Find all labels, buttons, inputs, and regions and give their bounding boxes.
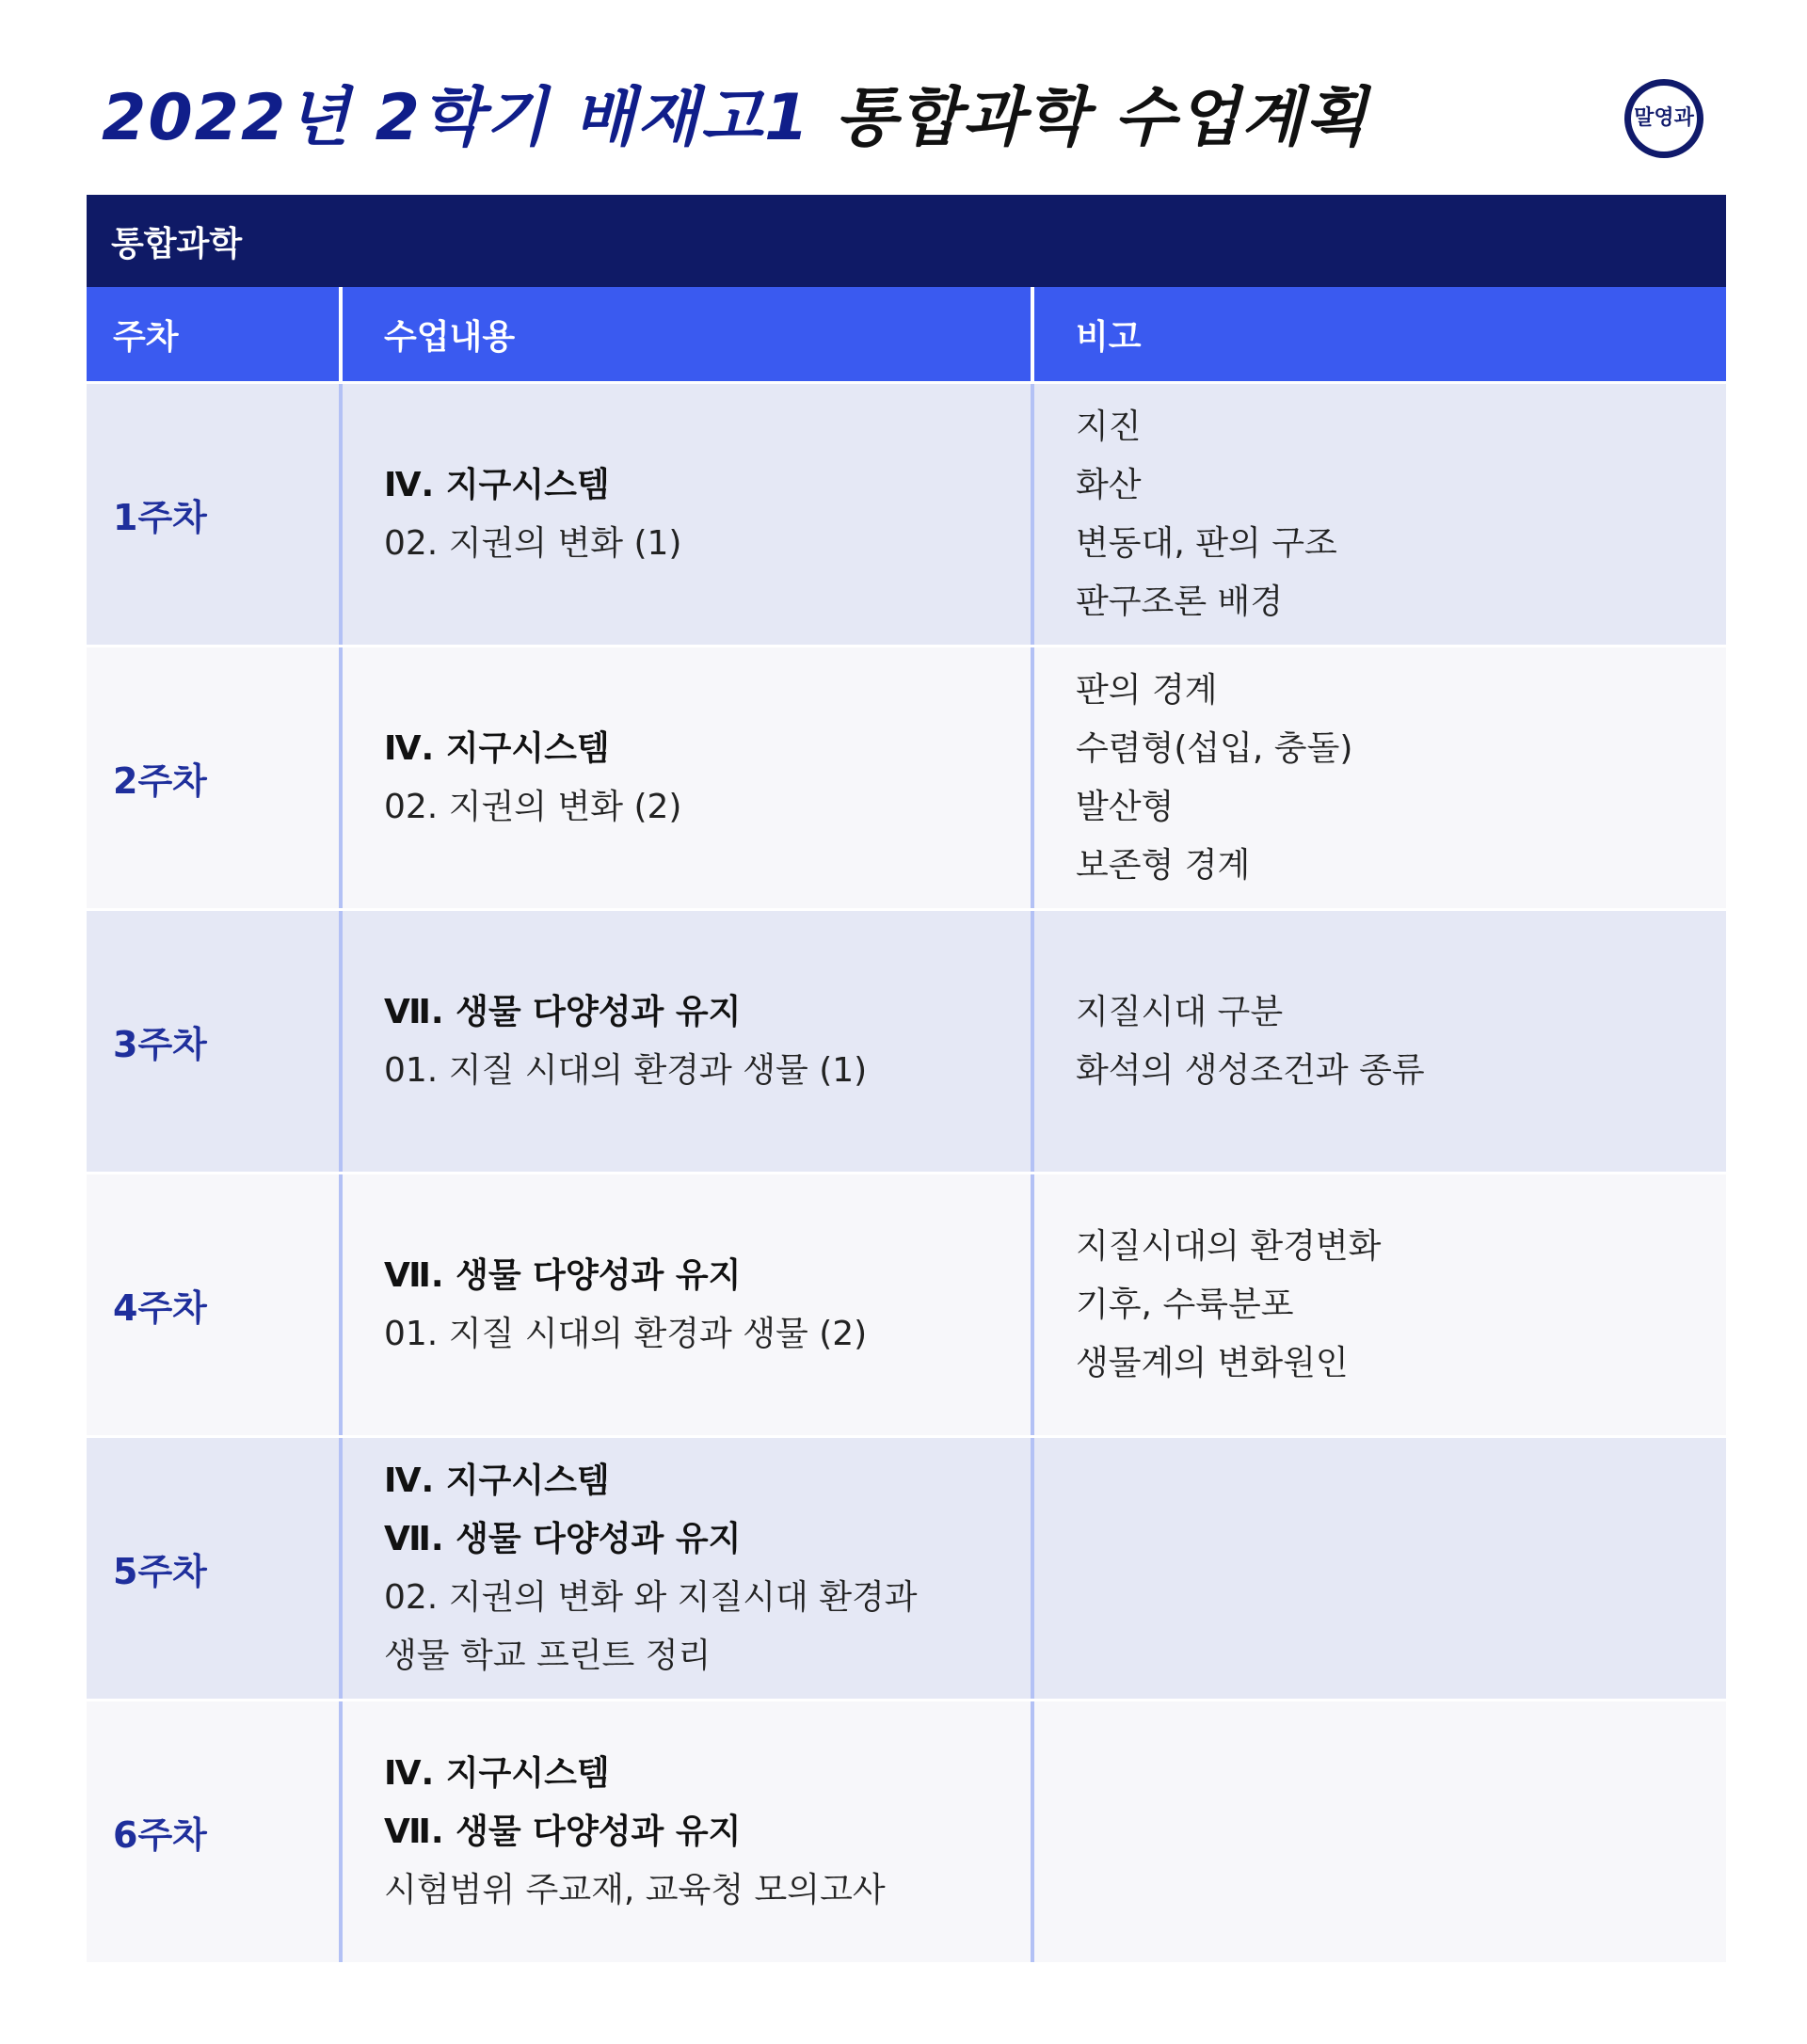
unit-title: Ⅶ. 생물 다양성과 유지 bbox=[384, 992, 742, 1031]
unit-title: Ⅳ. 지구시스템 bbox=[384, 1461, 610, 1500]
note-cell bbox=[1034, 1174, 1726, 1435]
lesson-detail: 02. 지권의 변화 (2) bbox=[384, 787, 682, 826]
note-item: 발산형 bbox=[1076, 787, 1175, 826]
unit-title: Ⅶ. 생물 다양성과 유지 bbox=[384, 1519, 742, 1558]
table-row bbox=[87, 645, 1726, 908]
note-item: 지질시대 구분 bbox=[1076, 992, 1284, 1031]
lesson-plan-table bbox=[87, 195, 1726, 1962]
brand-logo bbox=[1624, 79, 1703, 158]
note-item: 기후, 수륙분포 bbox=[1076, 1285, 1294, 1324]
lesson-detail: 01. 지질 시대의 환경과 생물 (2) bbox=[384, 1314, 868, 1353]
lesson-detail: 02. 지권의 변화 (1) bbox=[384, 523, 682, 563]
note-item: 보존형 경계 bbox=[1076, 845, 1251, 885]
page-title bbox=[102, 81, 1369, 155]
note-cell bbox=[1034, 647, 1726, 908]
content-cell bbox=[343, 1174, 1034, 1435]
unit-title: Ⅳ. 지구시스템 bbox=[384, 728, 610, 768]
note-cell bbox=[1034, 384, 1726, 645]
week-cell bbox=[87, 384, 343, 645]
week-label: 2주차 bbox=[113, 760, 207, 802]
note-item: 생물계의 변화원인 bbox=[1076, 1343, 1349, 1382]
lesson-detail: 01. 지질 시대의 환경과 생물 (1) bbox=[384, 1050, 868, 1090]
logo-char: 영 bbox=[1654, 106, 1674, 130]
page-title-part1: 2022년 2학기 배재고1 bbox=[102, 81, 811, 155]
header-week: 주차 bbox=[87, 287, 343, 381]
note-item: 화산 bbox=[1076, 465, 1142, 504]
note-item: 판의 경계 bbox=[1076, 670, 1218, 710]
content-cell bbox=[343, 1438, 1034, 1699]
logo-char: 말 bbox=[1634, 106, 1655, 130]
lesson-detail: 생물 학교 프린트 정리 bbox=[384, 1636, 712, 1675]
table-row bbox=[87, 381, 1726, 645]
table-row bbox=[87, 908, 1726, 1172]
week-cell bbox=[87, 1174, 343, 1435]
subject-label: 통합과학 bbox=[111, 224, 243, 263]
week-cell bbox=[87, 911, 343, 1172]
lesson-detail: 02. 지권의 변화 와 지질시대 환경과 bbox=[384, 1577, 918, 1617]
lesson-detail: 시험범위 주교재, 교육청 모의고사 bbox=[384, 1870, 886, 1909]
subject-bar bbox=[87, 195, 1726, 287]
note-cell bbox=[1034, 911, 1726, 1172]
unit-title: Ⅳ. 지구시스템 bbox=[384, 465, 610, 504]
page-title-part2: 통합과학 수업계획 bbox=[835, 81, 1369, 155]
header-content: 수업내용 bbox=[343, 287, 1034, 381]
unit-title: Ⅶ. 생물 다양성과 유지 bbox=[384, 1812, 742, 1851]
week-cell bbox=[87, 647, 343, 908]
note-cell bbox=[1034, 1701, 1726, 1962]
note-cell bbox=[1034, 1438, 1726, 1699]
unit-title: Ⅶ. 생물 다양성과 유지 bbox=[384, 1255, 742, 1295]
week-cell bbox=[87, 1701, 343, 1962]
unit-title: Ⅳ. 지구시스템 bbox=[384, 1753, 610, 1793]
week-label: 1주차 bbox=[113, 497, 207, 538]
note-item: 지진 bbox=[1076, 407, 1142, 446]
brand-logo-inner bbox=[1631, 86, 1697, 152]
table-row bbox=[87, 1699, 1726, 1962]
note-item: 화석의 생성조건과 종류 bbox=[1076, 1050, 1425, 1090]
content-cell bbox=[343, 911, 1034, 1172]
table-row bbox=[87, 1172, 1726, 1435]
content-cell bbox=[343, 1701, 1034, 1962]
note-item: 수렴형(섭입, 충돌) bbox=[1076, 728, 1353, 768]
table-header-row bbox=[87, 287, 1726, 381]
content-cell bbox=[343, 647, 1034, 908]
note-item: 변동대, 판의 구조 bbox=[1076, 523, 1337, 563]
logo-char: 과 bbox=[1673, 106, 1694, 130]
table-row bbox=[87, 1435, 1726, 1699]
table-body bbox=[87, 381, 1726, 1962]
content-cell bbox=[343, 384, 1034, 645]
week-label: 3주차 bbox=[113, 1024, 207, 1065]
week-label: 5주차 bbox=[113, 1551, 207, 1592]
note-item: 판구조론 배경 bbox=[1076, 582, 1284, 621]
header-note: 비고 bbox=[1076, 317, 1142, 357]
note-item: 지질시대의 환경변화 bbox=[1076, 1226, 1382, 1266]
week-label: 4주차 bbox=[113, 1287, 207, 1329]
week-label: 6주차 bbox=[113, 1814, 207, 1856]
week-cell bbox=[87, 1438, 343, 1699]
